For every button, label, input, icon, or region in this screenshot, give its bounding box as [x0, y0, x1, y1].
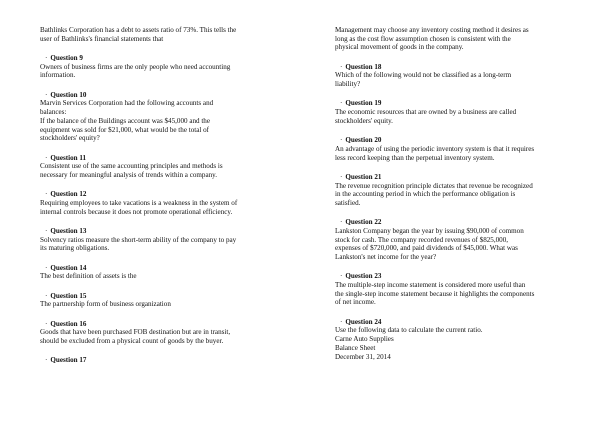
spacer: [40, 281, 278, 292]
question-heading: [45, 356, 278, 365]
question-text-line: If the balance of the Buildings account was $45,000 and the: [40, 116, 211, 125]
bullet-icon: ·: [340, 136, 343, 145]
question-block: [40, 91, 278, 143]
question-text-line: Balance Sheet: [335, 343, 376, 352]
question-text-line: Carne Auto Supplies: [335, 335, 394, 344]
question-number: Question 21: [345, 172, 382, 181]
question-number: Question 22: [345, 218, 382, 227]
spacer: [40, 309, 278, 320]
question-text-line: its maturing obligations.: [40, 244, 110, 253]
spacer: [40, 180, 278, 191]
question-number: Question 13: [50, 226, 87, 235]
intro-line: user of Bathlinks's financial statements that: [40, 34, 164, 43]
question-heading: [45, 154, 278, 163]
question-text-line: information.: [40, 71, 76, 80]
question-block: [40, 320, 278, 346]
question-heading: [45, 264, 278, 273]
question-text-line: of net income.: [335, 298, 376, 307]
spacer: [335, 208, 571, 219]
question-text-line: stockholders' equity.: [335, 116, 393, 125]
question-text-line: December 31, 2014: [335, 352, 391, 361]
question-text-line: Consistent use of the same accounting principles and methods is: [40, 162, 223, 171]
question-heading: [340, 136, 571, 145]
question-heading: [45, 54, 278, 63]
question-block: [335, 218, 571, 262]
question-text-line: The economic resources that are owned by a business are called: [335, 108, 517, 117]
question-text-line: Lankston's net income for the year?: [335, 253, 437, 262]
question-heading: [45, 227, 278, 236]
question-heading: [340, 272, 571, 281]
bullet-icon: ·: [340, 62, 343, 71]
question-text-line: Owners of business firms are the only people who need accounting: [40, 62, 231, 71]
question-number: Question 14: [50, 263, 87, 272]
question-number: Question 16: [50, 319, 87, 328]
bullet-icon: ·: [45, 263, 48, 272]
question-text-line: An advantage of using the periodic inventory system is that it requires: [335, 144, 535, 153]
spacer: [335, 162, 571, 173]
bullet-icon: ·: [340, 218, 343, 227]
question-text-line: equipment was sold for $21,000, what would be the total of: [40, 125, 210, 134]
question-block: [40, 264, 278, 281]
question-text-line: necessary for meaningful analysis of trends within a company.: [40, 170, 218, 179]
question-text-line: stockholders' equity?: [40, 134, 100, 143]
question-number: Question 19: [345, 99, 382, 108]
intro-line: Bathlinks Corporation has a debt to assets ratio of 73%. This tells the: [40, 26, 237, 34]
question-block: [335, 136, 571, 162]
spacer: [40, 216, 278, 227]
question-text-line: expenses of $720,000, and paid dividends of $45,000. What was: [335, 244, 518, 253]
question-text-line: stock for cash. The company recorded revenues of $825,000,: [335, 235, 509, 244]
question-number: Question 11: [50, 153, 87, 162]
question-text-line: balances:: [40, 108, 67, 117]
bullet-icon: ·: [340, 172, 343, 181]
question-heading: [340, 63, 571, 72]
question-heading: [45, 320, 278, 329]
question-block: [40, 190, 278, 216]
question-heading: [340, 173, 571, 182]
bullet-icon: ·: [45, 291, 48, 300]
question-text-line: Marvin Services Corporation had the following accounts and: [40, 99, 214, 108]
intro-line: long as the cost flow assumption chosen is consistent with the: [335, 34, 511, 43]
question-block: [335, 63, 571, 89]
question-block: [335, 173, 571, 208]
bullet-icon: ·: [45, 153, 48, 162]
question-block: [335, 99, 571, 125]
question-text-line: less record keeping than the perpetual inventory system.: [335, 153, 495, 162]
question-block: [335, 318, 571, 362]
question-heading: [340, 99, 571, 108]
spacer: [335, 262, 571, 273]
spacer: [40, 43, 278, 54]
spacer: [335, 307, 571, 318]
question-block: [40, 54, 278, 80]
question-heading: [340, 318, 571, 327]
question-text-line: satisfied.: [335, 198, 361, 207]
question-text-line: Which of the following would not be classified as a long-term: [335, 71, 512, 80]
question-number: Question 23: [345, 272, 382, 281]
question-text-line: Goods that have been purchased FOB destination but are in transit,: [40, 328, 231, 337]
question-text-line: Solvency ratios measure the short-term ability of the company to pay: [40, 235, 237, 244]
question-text-line: internal controls because it does not promote operational efficiency.: [40, 207, 233, 216]
question-number: Question 17: [50, 356, 87, 365]
question-text-line: The partnership form of business organization: [40, 300, 171, 309]
spacer: [40, 143, 278, 154]
right-column: [335, 26, 571, 361]
bullet-icon: ·: [45, 226, 48, 235]
question-text-line: should be excluded from a physical count of goods by the buyer.: [40, 337, 224, 346]
question-heading: [45, 292, 278, 301]
bullet-icon: ·: [340, 272, 343, 281]
intro-line: physical movement of goods in the company.: [335, 43, 464, 52]
intro-line: Management may choose any inventory costing method it desires as: [335, 26, 529, 34]
question-text-line: Requiring employees to take vacations is a weakness in the system of: [40, 198, 238, 207]
bullet-icon: ·: [45, 90, 48, 99]
spacer: [335, 126, 571, 137]
question-text-line: liability?: [335, 80, 361, 89]
spacer: [40, 346, 278, 357]
question-text-line: Use the following data to calculate the current ratio.: [335, 326, 483, 335]
bullet-icon: ·: [45, 54, 48, 62]
question-text-line: The revenue recognition principle dictates that revenue be recognized: [335, 181, 533, 190]
bullet-icon: ·: [340, 99, 343, 108]
bullet-icon: ·: [45, 356, 48, 365]
question-number: Question 24: [345, 317, 382, 326]
bullet-icon: ·: [45, 190, 48, 199]
question-block: [40, 356, 278, 365]
question-text-line: Lankston Company began the year by issuing $90,000 of common: [335, 226, 524, 235]
question-number: Question 18: [345, 62, 382, 71]
question-heading: [45, 190, 278, 199]
spacer: [335, 52, 571, 63]
spacer: [335, 89, 571, 100]
question-text-line: in the accounting period in which the performance obligation is: [335, 190, 516, 199]
question-number: Question 12: [50, 190, 87, 199]
question-block: [40, 154, 278, 180]
question-number: Question 10: [50, 90, 87, 99]
question-block: [335, 272, 571, 307]
question-number: Question 15: [50, 291, 87, 300]
question-number: Question 20: [345, 136, 382, 145]
question-block: [40, 227, 278, 253]
spacer: [40, 80, 278, 91]
question-text-line: The best definition of assets is the: [40, 272, 137, 281]
question-block: [40, 292, 278, 309]
bullet-icon: ·: [340, 317, 343, 326]
spacer: [40, 253, 278, 264]
question-text-line: The multiple-step income statement is considered more useful than: [335, 281, 526, 290]
bullet-icon: ·: [45, 319, 48, 328]
question-text-line: the single-step income statement because it highlights the components: [335, 289, 535, 298]
left-column: [40, 26, 278, 365]
question-heading: [340, 218, 571, 227]
question-heading: [45, 91, 278, 100]
question-number: Question 9: [50, 54, 83, 62]
